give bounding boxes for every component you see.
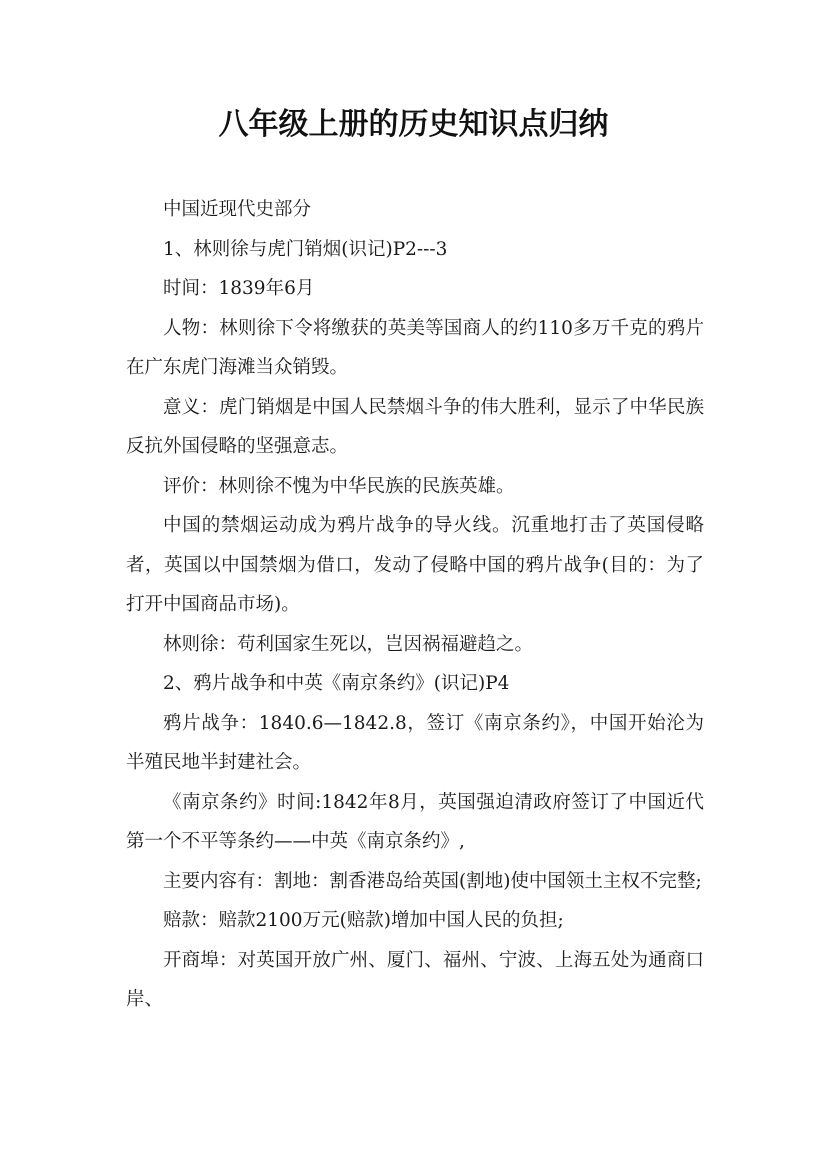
paragraph: 鸦片战争：1840.6—1842.8，签订《南京条约》，中国开始沦为半殖民地半封建社会。	[126, 712, 704, 773]
paragraph: 时间：1839年6月	[163, 278, 315, 299]
paragraph: 1、林则徐与虎门销烟(识记)P2---3	[163, 238, 448, 260]
paragraph: 中国的禁烟运动成为鸦片战争的导火线。沉重地打击了英国侵略者，英国以中国禁烟为借口，发动了侵略中国的鸦片战争(目的：为了打开中国商品市场)。	[126, 515, 704, 615]
paragraph: 林则徐：苟利国家生死以，岂因祸福避趋之。	[163, 633, 534, 655]
document-body	[126, 190, 704, 1020]
paragraph: 意义：虎门销烟是中国人民禁烟斗争的伟大胜利，显示了中华民族反抗外国侵略的坚强意志。	[126, 396, 704, 457]
paragraph: 人物：林则徐下令将缴获的英美等国商人的约110多万千克的鸦片在广东虎门海滩当众销毁。	[126, 317, 704, 378]
document-title: 八年级上册的历史知识点归纳	[218, 107, 609, 142]
paragraph: 2、鸦片战争和中英《南京条约》(识记)P4	[163, 673, 510, 694]
paragraph: 主要内容有：割地：割香港岛给英国(割地)使中国领土主权不完整;	[163, 870, 702, 892]
paragraph: 评价：林则徐不愧为中华民族的民族英雄。	[163, 475, 515, 497]
paragraph: 开商埠：对英国开放广州、厦门、福州、宁波、上海五处为通商口岸、	[126, 949, 704, 1010]
paragraph: 《南京条约》时间:1842年8月，英国强迫清政府签订了中国近代第一个不平等条约——中英《南京条约》,	[126, 791, 704, 852]
paragraph: 中国近现代史部分	[163, 199, 312, 220]
paragraph: 赔款：赔款2100万元(赔款)增加中国人民的负担;	[163, 910, 564, 931]
